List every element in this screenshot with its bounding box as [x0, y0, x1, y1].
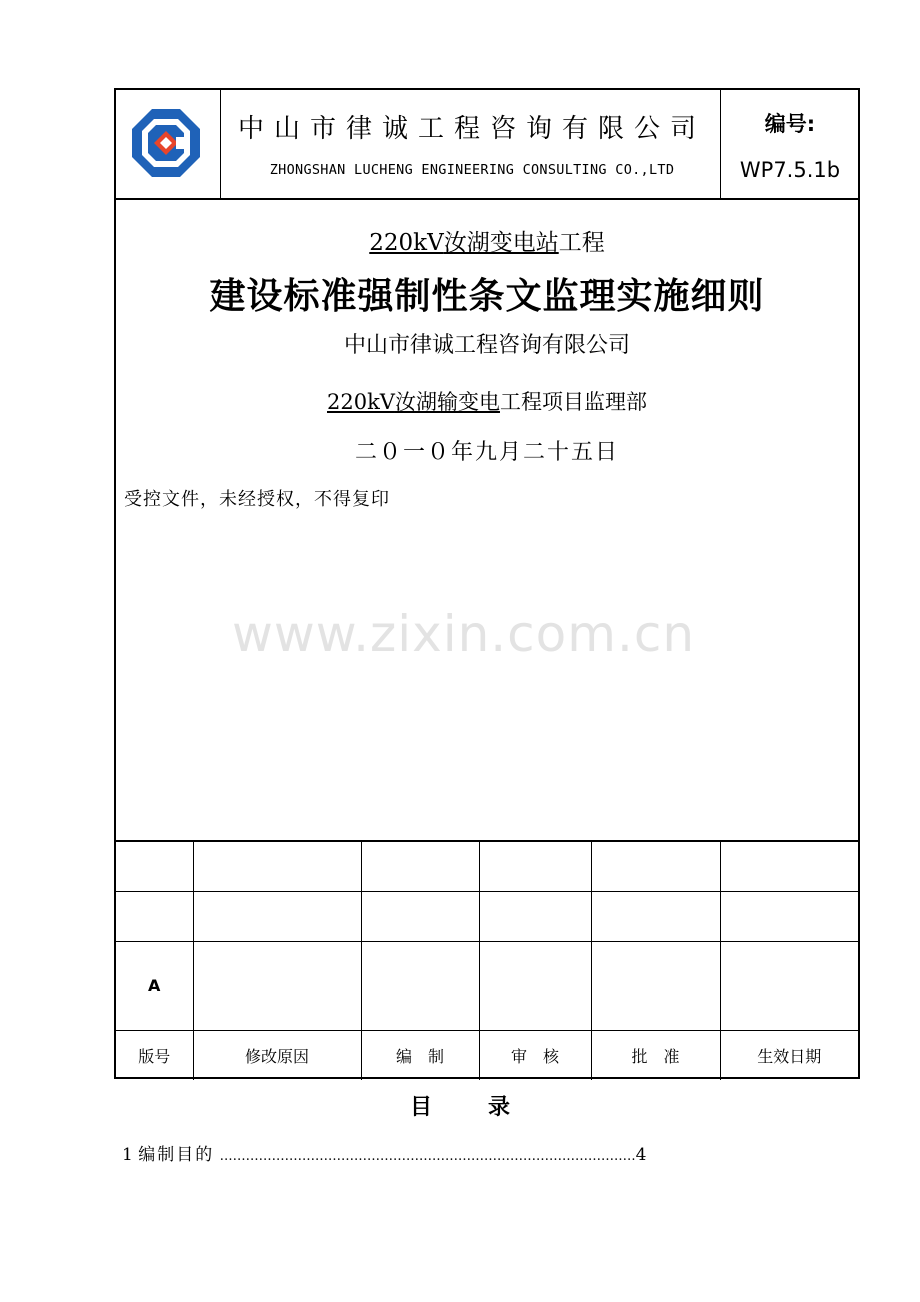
- letterhead: [116, 90, 858, 200]
- doc-code-value: WP7.5.1b: [739, 158, 841, 182]
- company-line: 中山市律诚工程咨询有限公司: [343, 333, 630, 358]
- header-approved: 批 准: [591, 1030, 720, 1080]
- project-suffix: 工程: [558, 230, 605, 256]
- table-cell: [591, 941, 720, 1030]
- project-name: [116, 224, 858, 257]
- table-cell: [479, 941, 591, 1030]
- revision-table: [116, 840, 858, 1080]
- toc-item-page: 4: [635, 1145, 647, 1165]
- document-title: 建设标准强制性条文监理实施细则: [209, 276, 765, 317]
- table-cell: [116, 891, 193, 941]
- dept-suffix: 工程项目监理部: [499, 390, 647, 414]
- dept-kv: 220kV: [327, 390, 395, 414]
- table-cell: [361, 841, 479, 891]
- table-cell: [193, 841, 361, 891]
- header-prepared: 编 制: [361, 1030, 479, 1080]
- header-reviewed: 审 核: [479, 1030, 591, 1080]
- control-notice: 受控文件，未经授权，不得复印: [124, 489, 390, 510]
- header-reason: 修改原因: [193, 1030, 361, 1080]
- company-logo-icon: [130, 107, 202, 179]
- table-header-row: [116, 1030, 858, 1080]
- toc-item-label: 编制目的: [138, 1145, 215, 1165]
- project-kv: 220kV: [369, 230, 444, 256]
- department-line: [116, 386, 858, 416]
- cover-frame: [114, 88, 860, 1079]
- toc-title-right: 录: [488, 1095, 511, 1120]
- company-name-cn: 中山市律诚工程咨询有限公司: [237, 114, 706, 144]
- table-cell: [479, 841, 591, 891]
- company-name-en: ZHONGSHAN LUCHENG ENGINEERING CONSULTING CO.,LTD: [269, 162, 675, 178]
- toc-title-left: 目: [409, 1095, 432, 1120]
- document-date: 二０一０年九月二十五日: [354, 440, 619, 465]
- table-cell: [361, 891, 479, 941]
- table-cell: [479, 891, 591, 941]
- toc-item-dots: ……………………………………………………………………………………: [219, 1149, 636, 1164]
- version-cell: A: [116, 941, 193, 1030]
- project-name-underlined: 汝湖变电站: [443, 230, 559, 256]
- table-row: [116, 841, 858, 891]
- table-cell: [116, 841, 193, 891]
- doc-code-label: 编号:: [764, 112, 816, 136]
- table-cell: [591, 891, 720, 941]
- toc-item-number: 1: [122, 1145, 133, 1165]
- table-cell: [720, 941, 858, 1030]
- table-cell: [591, 841, 720, 891]
- header-effective-date: 生效日期: [720, 1030, 858, 1080]
- dept-underlined: 汝湖输变电: [394, 390, 500, 414]
- table-row: [116, 891, 858, 941]
- table-cell: [193, 891, 361, 941]
- table-cell: [720, 841, 858, 891]
- table-cell: [720, 891, 858, 941]
- table-cell: [361, 941, 479, 1030]
- header-version: 版号: [116, 1030, 193, 1080]
- toc-title: [0, 1090, 920, 1121]
- table-cell: [193, 941, 361, 1030]
- table-row: [116, 941, 858, 1030]
- toc-item[interactable]: [122, 1140, 646, 1165]
- watermark: www.zixin.com.cn: [232, 605, 696, 663]
- header-divider: [220, 90, 221, 198]
